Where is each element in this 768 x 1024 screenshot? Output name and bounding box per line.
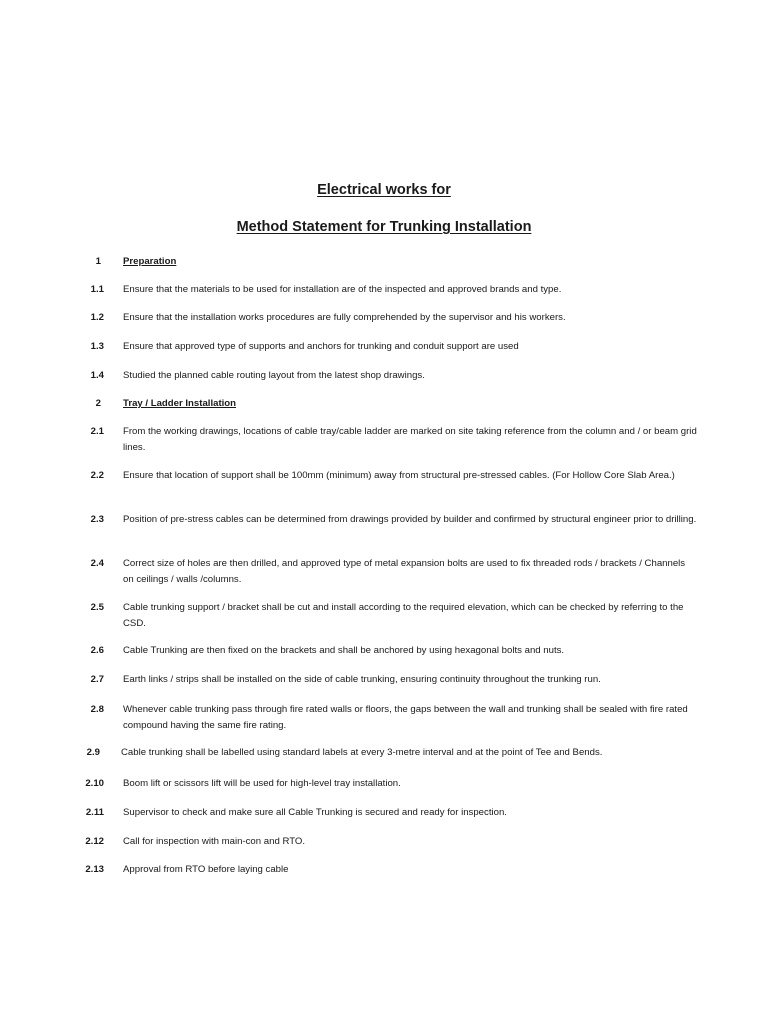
item-number: 2.7 (90, 674, 104, 685)
section-number: 1 (95, 256, 101, 267)
item-text: Cable trunking support / bracket shall be cut and install according to the required elevation, which can be checked by referring to the CSD. (123, 602, 684, 629)
item-text: From the working drawings, locations of cable tray/cable ladder are marked on site taking reference from the column and / or beam grid lines. (123, 426, 697, 453)
item-text: Position of pre-stress cables can be determined from drawings provided by builder and confirmed by structural engineer prior to drilling. (123, 514, 697, 525)
item-number: 2.11 (85, 807, 104, 818)
item-number: 1.3 (90, 341, 104, 352)
item-number: 2.9 (86, 747, 100, 758)
section-number: 2 (95, 398, 101, 409)
item-number: 2.13 (85, 864, 104, 875)
item-text: Supervisor to check and make sure all Cable Trunking is secured and ready for inspection. (123, 807, 507, 818)
item-number: 2.1 (90, 426, 104, 437)
item-text: Ensure that location of support shall be 100mm (minimum) away from structural pre-stressed cables. (For Hollow Core Slab Area.) (123, 470, 675, 481)
item-text: Whenever cable trunking pass through fire rated walls or floors, the gaps between the wall and trunking shall be sealed with fire rated compound having the same fire rating. (123, 704, 688, 731)
item-text: Call for inspection with main-con and RTO. (123, 836, 306, 847)
item-number: 2.3 (90, 514, 104, 525)
item-text: Correct size of holes are then drilled, and approved type of metal expansion bolts are used to fix threaded rods / brackets / Channels on ceilings / walls /columns. (123, 558, 686, 585)
item-number: 2.8 (90, 704, 104, 715)
item-text: Ensure that the materials to be used for installation are of the inspected and approved brands and type. (123, 284, 562, 295)
item-number: 1.1 (90, 284, 104, 295)
item-text: Approval from RTO before laying cable (123, 864, 289, 875)
item-number: 1.2 (90, 312, 104, 323)
item-number: 1.4 (90, 370, 104, 381)
item-number: 2.10 (85, 778, 104, 789)
item-number: 2.2 (90, 470, 104, 481)
item-number: 2.12 (85, 836, 104, 847)
item-number: 2.4 (90, 558, 104, 569)
item-text: Ensure that the installation works procedures are fully comprehended by the supervisor and his workers. (123, 312, 566, 323)
document-title: Electrical works for (317, 182, 451, 198)
item-text: Cable Trunking are then fixed on the brackets and shall be anchored by using hexagonal bolts and nuts. (123, 645, 565, 656)
item-text: Studied the planned cable routing layout from the latest shop drawings. (123, 370, 425, 381)
section-title: Preparation (123, 256, 177, 267)
item-number: 2.5 (90, 602, 104, 613)
item-number: 2.6 (90, 645, 104, 656)
item-text: Earth links / strips shall be installed on the side of cable trunking, ensuring continuity throughout the trunking run. (123, 674, 601, 685)
item-text: Cable trunking shall be labelled using standard labels at every 3-metre interval and at the point of Tee and Bends. (121, 747, 603, 758)
item-text: Boom lift or scissors lift will be used for high-level tray installation. (123, 778, 401, 789)
document-subtitle: Method Statement for Trunking Installation (236, 219, 532, 235)
item-text: Ensure that approved type of supports and anchors for trunking and conduit support are used (123, 341, 519, 352)
section-title: Tray / Ladder Installation (123, 398, 237, 409)
